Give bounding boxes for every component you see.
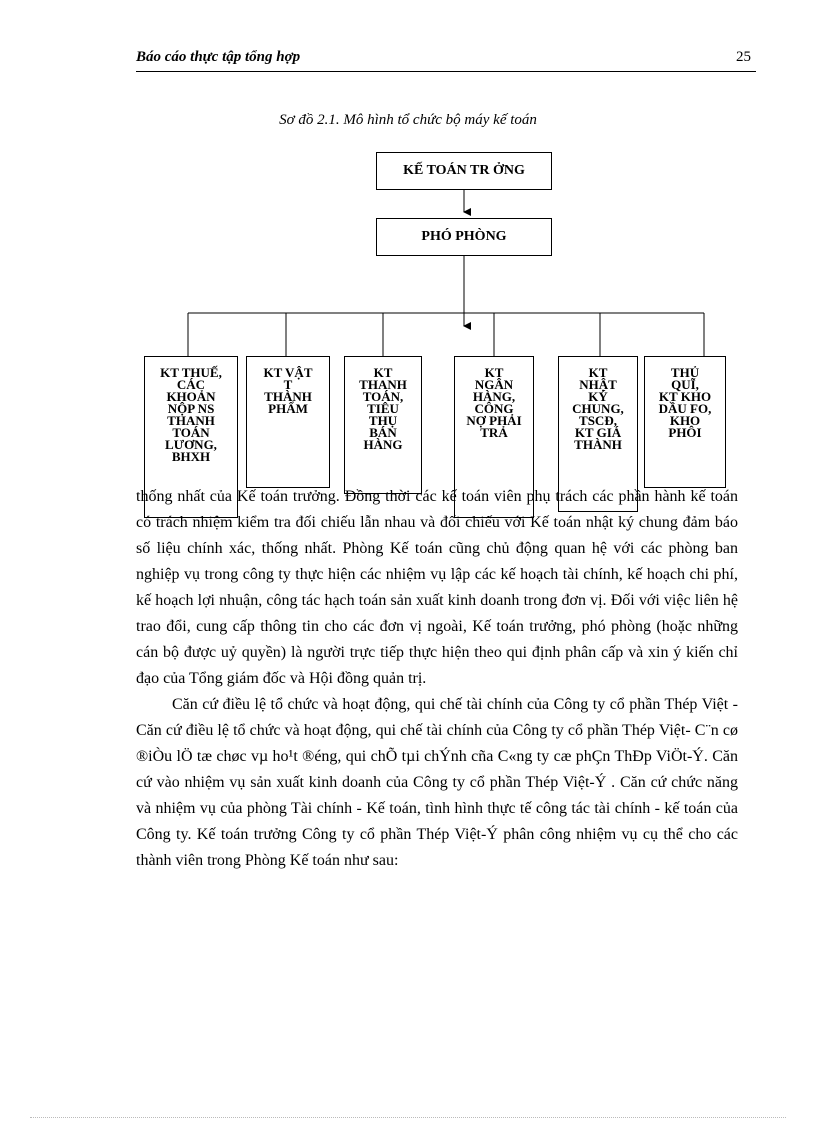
department-label-line: BHXH (171, 449, 211, 464)
department-label-line: BÁN (369, 425, 397, 440)
department-label-line: NGÂN (474, 377, 514, 392)
department-label-line: KT (373, 365, 393, 380)
department-label-line: KT (484, 365, 504, 380)
department-label-line: CHUNG, (572, 401, 624, 416)
department-box-cashier (644, 356, 726, 488)
department-label-line: KT KHO (658, 389, 712, 404)
page-bottom-border (30, 1117, 786, 1118)
department-label-line: KÝ (588, 389, 608, 404)
department-label-line: THỦ (670, 365, 700, 380)
department-label-line: THANH (359, 377, 407, 392)
department-label-line: PHẨM (268, 401, 308, 416)
department-label-line: T (283, 377, 293, 392)
page-number: 25 (736, 49, 751, 65)
department-label-line: CÁC (176, 377, 206, 392)
department-label-line: LƯƠNG, (165, 437, 217, 452)
department-box-materials (246, 356, 330, 488)
department-label-line: THÀNH (574, 437, 622, 452)
department-label-line: TSCĐ, (579, 413, 617, 428)
department-label-line: PHÔI (668, 425, 702, 440)
department-label-line: TIÊU (367, 401, 399, 416)
department-label-line: QUĨ, (671, 377, 699, 392)
department-label-line: THÀNH (264, 389, 312, 404)
department-label-line: KT THUẾ, (160, 365, 222, 380)
department-label-line: KT (588, 365, 608, 380)
figure-caption: Sơ đồ 2.1. Mô hình tổ chức bộ máy kế toán (279, 112, 537, 128)
department-label-line: TOÁN (172, 425, 210, 440)
department-label-line: TOÁN, (362, 389, 404, 404)
paragraph-1: thống nhất của Kế toán trưởng. Đồng thời các kế toán viên phụ trách các phần hành kế toán có trách nhiệm kiểm tra đối chiếu lẫn nhau và đối chiếu với Kế toán nhật ký chung đảm báo số liệu chính xác, thống nhất. Phòng Kế toán cũng chủ động quan hệ với các phòng ban nghiệp vụ trong công ty thực hiện các nhiệm vụ lập các kế hoạch tài chính, kế hoạch chi phí, kế hoạch lợi nhuận, công tác hạch toán sản xuất kinh doanh trong đơn vị. Đối với việc liên hệ trao đổi, cung cấp thông tin cho các đơn vị ngoài, Kế toán trưởng, phó phòng (hoặc những cán bộ được uỷ quyền) là người trực tiếp thực hiện theo qui định phân cấp và xin ý kiến chỉ đạo của Tổng giám đốc và Hội đồng quản trị. (136, 488, 738, 687)
department-label-line: KHO (669, 413, 701, 428)
department-label-line: NỘP NS (167, 401, 215, 416)
department-label-line: THANH (167, 413, 215, 428)
report-header-title: Báo cáo thực tập tổng hợp (136, 49, 301, 65)
chief-accountant-box: KẾ TOÁN TR ỞNG (376, 152, 552, 190)
paragraph-2: Căn cứ điều lệ tổ chức và hoạt động, qui chế tài chính của Công ty cổ phần Thép Việt - Căn cứ điều lệ tổ chức và hoạt động, qui chế tài chính của Công ty cổ phần Thép Việt- C¨n cø ®iÒu lÖ tæ chøc vµ ho¹t ®éng, qui chÕ tµi chÝnh cña C«ng ty cæ phÇn ThÐp ViÖt-Ý. Căn cứ vào nhiệm vụ sản xuất kinh doanh của Công ty cổ phần Thép Việt-Ý . Căn cứ chức năng và nhiệm vụ của phòng Tài chính - Kế toán, tình hình thực tế công tác tài chính - kế toán của Công ty. Kế toán trưởng Công ty cổ phần Thép Việt-Ý phân công nhiệm vụ cụ thể cho các thành viên trong Phòng Kế toán như sau: (136, 696, 738, 869)
department-label-line: THỤ (368, 413, 398, 428)
department-box-payment-sales (344, 356, 422, 494)
department-label-line: TRẢ (480, 425, 508, 440)
deputy-head-box: PHÓ PHÒNG (376, 218, 552, 256)
department-label-line: DẦU FO, (658, 401, 712, 416)
body-text (136, 484, 738, 874)
department-label-line: KT GIÁ (574, 425, 622, 440)
department-label-line: KT VẬT (263, 365, 313, 380)
department-label-line: CÔNG (474, 401, 514, 416)
department-label-line: KHOẢN (166, 389, 216, 404)
department-label-line: NHẬT (579, 377, 617, 392)
department-label-line: HÀNG (363, 437, 403, 452)
department-label-line: HÀNG, (472, 389, 516, 404)
department-label-line: NỢ PHẢI (466, 413, 522, 428)
